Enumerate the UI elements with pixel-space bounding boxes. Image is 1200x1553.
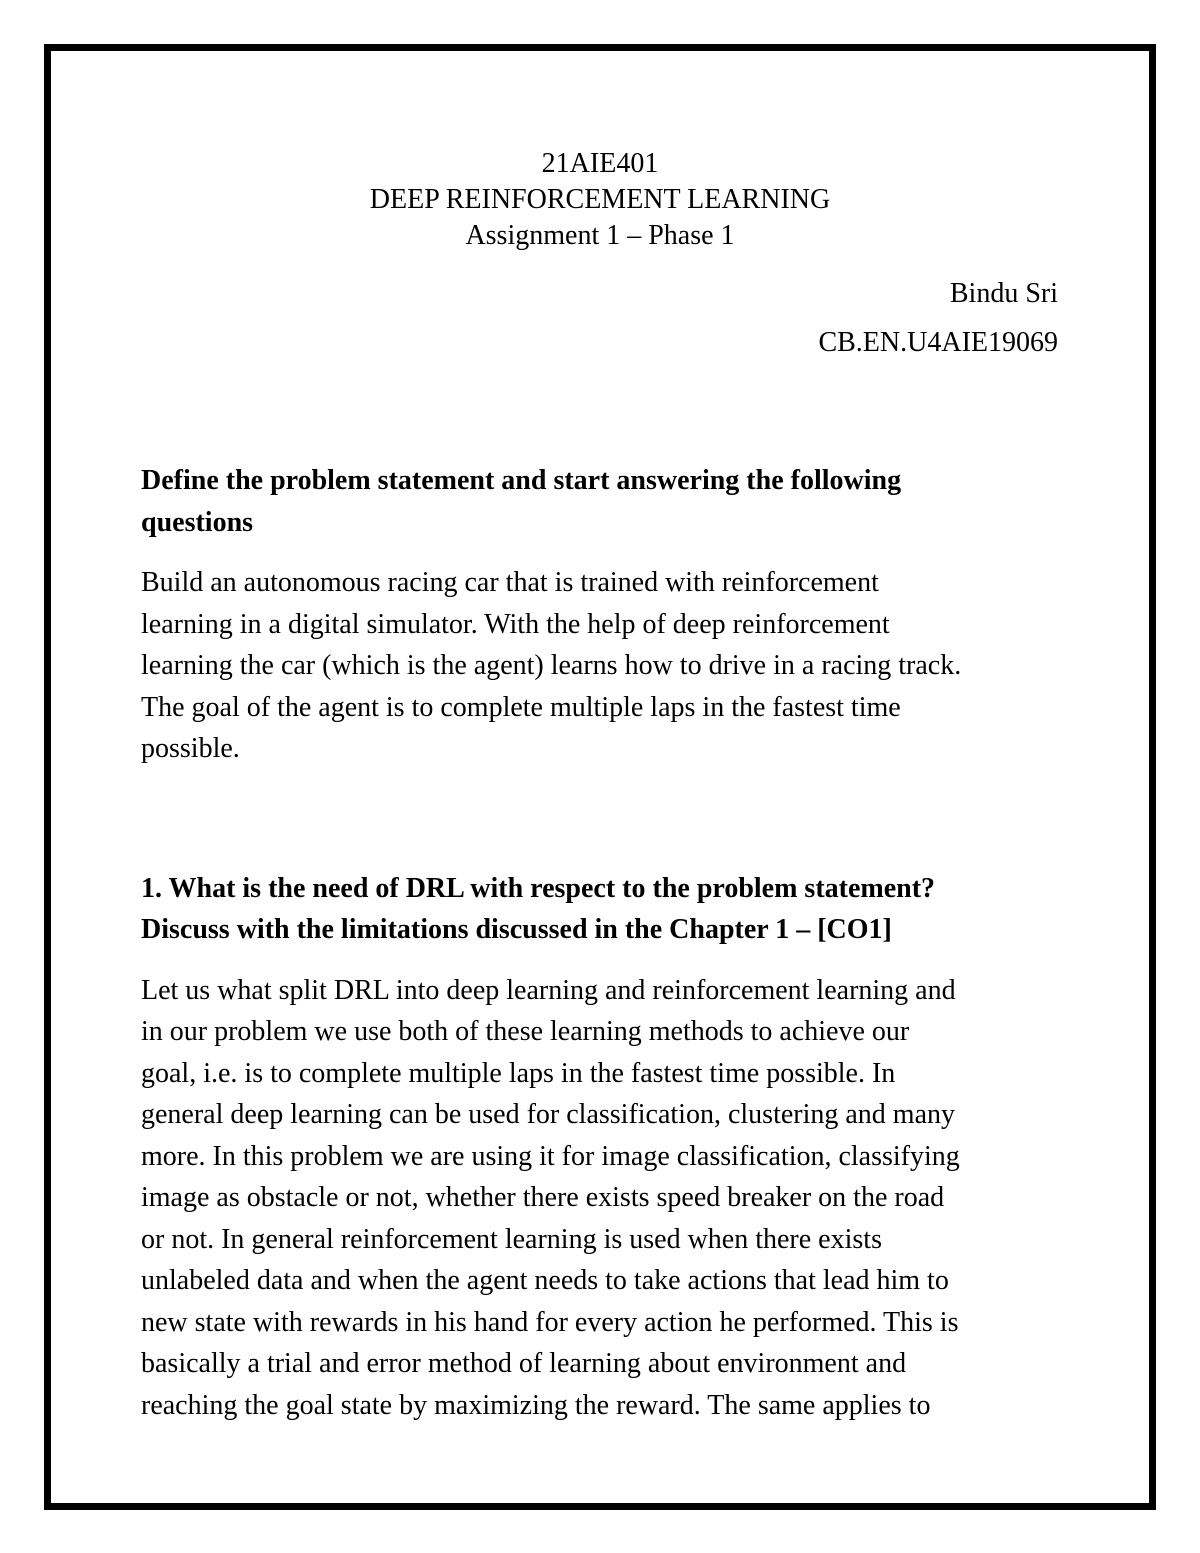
body-line: learning the car (which is the agent) learns how to drive in a racing track.: [141, 650, 962, 681]
section-heading-question-1: [141, 868, 1071, 951]
body-line: possible.: [141, 733, 240, 764]
body-line: reaching the goal state by maximizing the reward. The same applies to: [141, 1389, 931, 1421]
section-body-problem-statement: [141, 562, 1071, 770]
body-line: in our problem we use both of these learning methods to achieve our: [141, 1016, 910, 1047]
heading-line: Discuss with the limitations discussed in the Chapter 1 – [CO1]: [141, 914, 892, 945]
document-content: [141, 460, 1071, 1426]
section-body-question-1: [141, 970, 1071, 1427]
author-block: [818, 278, 1058, 359]
author-name: Bindu Sri: [949, 278, 1058, 309]
body-line: image as obstacle or not, whether there exists speed breaker on the road: [141, 1182, 945, 1213]
section-heading-problem-statement: [141, 460, 1071, 543]
body-line: The goal of the agent is to complete multiple laps in the fastest time: [141, 691, 901, 723]
section-spacer: [141, 770, 1071, 868]
heading-line: questions: [141, 506, 254, 538]
body-line: Build an autonomous racing car that is trained with reinforcement: [141, 567, 879, 598]
assignment-title: Assignment 1 – Phase 1: [465, 220, 735, 251]
roll-number: CB.EN.U4AIE19069: [818, 327, 1058, 358]
body-line: learning in a digital simulator. With the help of deep reinforcement: [141, 608, 890, 640]
body-line: or not. In general reinforcement learning is used when there exists: [141, 1223, 882, 1255]
heading-line: 1. What is the need of DRL with respect to the problem statement?: [141, 872, 936, 904]
body-line: more. In this problem we are using it for image classification, classifying: [141, 1140, 960, 1172]
body-line: general deep learning can be used for classification, clustering and many: [141, 1099, 956, 1130]
course-title: DEEP REINFORCEMENT LEARNING: [369, 184, 831, 215]
body-line: basically a trial and error method of learning about environment and: [141, 1348, 907, 1379]
body-line: goal, i.e. is to complete multiple laps in the fastest time possible. In: [141, 1057, 896, 1089]
body-line: unlabeled data and when the agent needs to take actions that lead him to: [141, 1265, 949, 1296]
course-code: 21AIE401: [541, 148, 659, 179]
body-line: new state with rewards in his hand for every action he performed. This is: [141, 1306, 959, 1338]
heading-line: Define the problem statement and start answering the following: [141, 465, 902, 496]
body-line: Let us what split DRL into deep learning and reinforcement learning and: [141, 974, 956, 1006]
document-header: [0, 146, 1200, 254]
